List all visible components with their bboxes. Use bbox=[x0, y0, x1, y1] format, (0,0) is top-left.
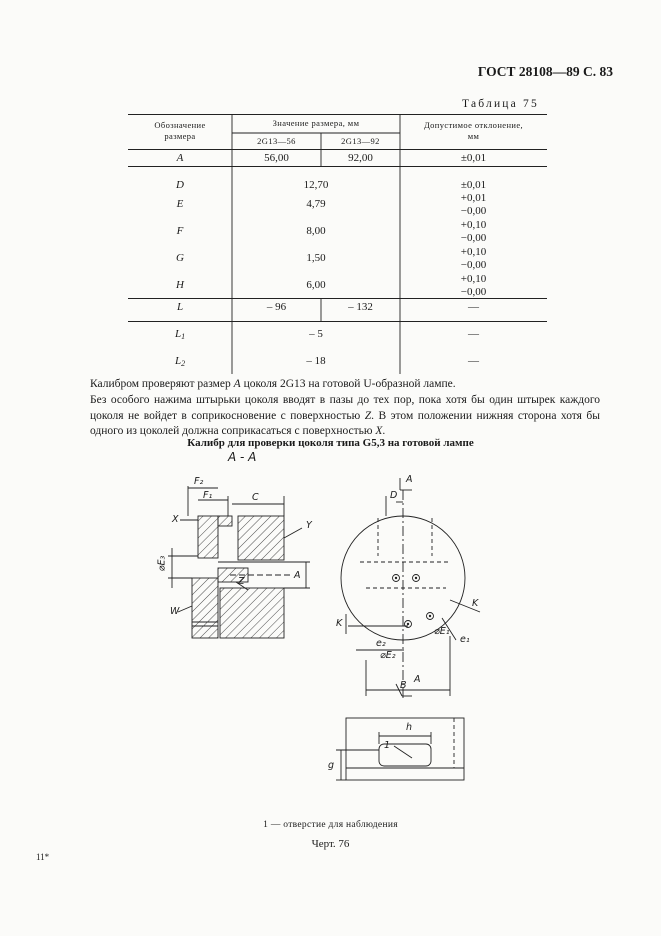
page-header: ГОСТ 28108—89 С. 83 bbox=[477, 64, 613, 79]
label-f2: F₂ bbox=[194, 476, 204, 487]
gauge-drawing bbox=[150, 450, 490, 820]
hdr-value: Значение размера, мм bbox=[272, 118, 360, 128]
row-h-tol-plus: +0,10 bbox=[460, 273, 487, 285]
table-label: Таблица 75 bbox=[462, 98, 539, 110]
row-h-value: 6,00 bbox=[306, 279, 326, 291]
label-z: Z bbox=[238, 576, 245, 587]
row-f-tol-plus: +0,10 bbox=[460, 219, 487, 231]
row-g-tol-plus: +0,10 bbox=[460, 246, 487, 258]
label-c: C bbox=[252, 492, 259, 503]
row-g-name: G bbox=[176, 252, 184, 264]
hdr-sub1: 2G13—56 bbox=[257, 136, 296, 146]
row-l-tol: — bbox=[468, 301, 479, 313]
label-a-side: A bbox=[294, 570, 301, 581]
row-l1-name: $L_1$ bbox=[174, 328, 186, 341]
label-w: W bbox=[170, 606, 180, 617]
label-a-top: A bbox=[406, 474, 413, 485]
row-g-tol-minus: −0,00 bbox=[460, 259, 487, 271]
hdr-designation-2: размера bbox=[164, 131, 196, 141]
hdr-designation-1: Обозначение bbox=[154, 120, 206, 130]
hdr-sub2: 2G13—92 bbox=[341, 136, 380, 146]
row-l2-tol: — bbox=[468, 355, 479, 367]
label-one: 1 bbox=[384, 740, 391, 751]
label-section: A - A bbox=[228, 450, 257, 464]
figure-number: Черт. 76 bbox=[311, 838, 350, 850]
row-a-v1: 56,00 bbox=[264, 152, 289, 164]
label-e2: e₂ bbox=[376, 638, 386, 649]
paragraph-1: Калибром проверяют размер A цоколя 2G13 на готовой U-образной лампе. bbox=[90, 378, 456, 390]
row-g-value: 1,50 bbox=[306, 252, 326, 264]
label-k: K bbox=[336, 618, 343, 629]
label-x: X bbox=[172, 514, 179, 525]
figure-legend: 1 — отверстие для наблюдения bbox=[263, 820, 398, 830]
label-phi-e1: ⌀E₁ bbox=[434, 626, 450, 637]
row-l2-name: $L_2$ bbox=[174, 355, 186, 368]
label-d: D bbox=[390, 490, 398, 501]
label-phi-e2: ⌀E₂ bbox=[380, 650, 396, 661]
row-d-name: D bbox=[176, 179, 184, 191]
row-h-tol-minus: −0,00 bbox=[460, 286, 487, 298]
label-f1: F₁ bbox=[203, 490, 213, 501]
row-a-v2: 92,00 bbox=[348, 152, 373, 164]
row-e-value: 4,79 bbox=[306, 198, 326, 210]
label-b: B bbox=[400, 680, 407, 691]
paragraph-2: Без особого нажима штырьки цоколя вводят в пазы до тех пор, пока хотя бы один штырек каждого цоколя не войдет в соприкосновение с поверхностью Z. В этом положении нижняя сторона хотя бы одного из цоколей должна соприкасаться с поверхностью X. bbox=[90, 394, 601, 437]
row-e-name: E bbox=[176, 198, 184, 210]
label-y: Y bbox=[306, 520, 312, 531]
label-h: h bbox=[406, 722, 413, 733]
row-e-tol-minus: −0,00 bbox=[460, 205, 487, 217]
row-f-tol-minus: −0,00 bbox=[460, 232, 487, 244]
hdr-tolerance-2: мм bbox=[467, 131, 480, 141]
row-d-tol: ±0,01 bbox=[460, 179, 487, 191]
row-d-value: 12,70 bbox=[303, 179, 329, 191]
row-l-name: L bbox=[176, 301, 184, 313]
row-a-tol: ±0,01 bbox=[460, 152, 487, 164]
row-a-name: A bbox=[176, 152, 184, 164]
label-a-bottom: A bbox=[414, 674, 421, 685]
row-f-value: 8,00 bbox=[306, 225, 326, 237]
row-f-name: F bbox=[176, 225, 184, 237]
row-l1-tol: — bbox=[468, 328, 479, 340]
label-g: g bbox=[328, 760, 335, 771]
dimension-table bbox=[128, 114, 547, 374]
row-e-tol-plus: +0,01 bbox=[460, 192, 487, 204]
row-h-name: H bbox=[176, 279, 184, 291]
hdr-tolerance-1: Допустимое отклонение, bbox=[423, 120, 524, 130]
row-l-v2: – 132 bbox=[348, 301, 373, 313]
label-e3: ⌀E₃ bbox=[156, 555, 168, 572]
row-l2-value: – 18 bbox=[306, 355, 326, 367]
page-mark: 11* bbox=[36, 852, 50, 862]
label-e1: e₁ bbox=[460, 634, 470, 645]
label-k2: K bbox=[472, 598, 479, 609]
row-l-v1: – 96 bbox=[266, 301, 287, 313]
row-l1-value: – 5 bbox=[309, 328, 323, 340]
figure-caption: Калибр для проверки цоколя типа G5,3 на готовой лампе bbox=[187, 437, 474, 449]
